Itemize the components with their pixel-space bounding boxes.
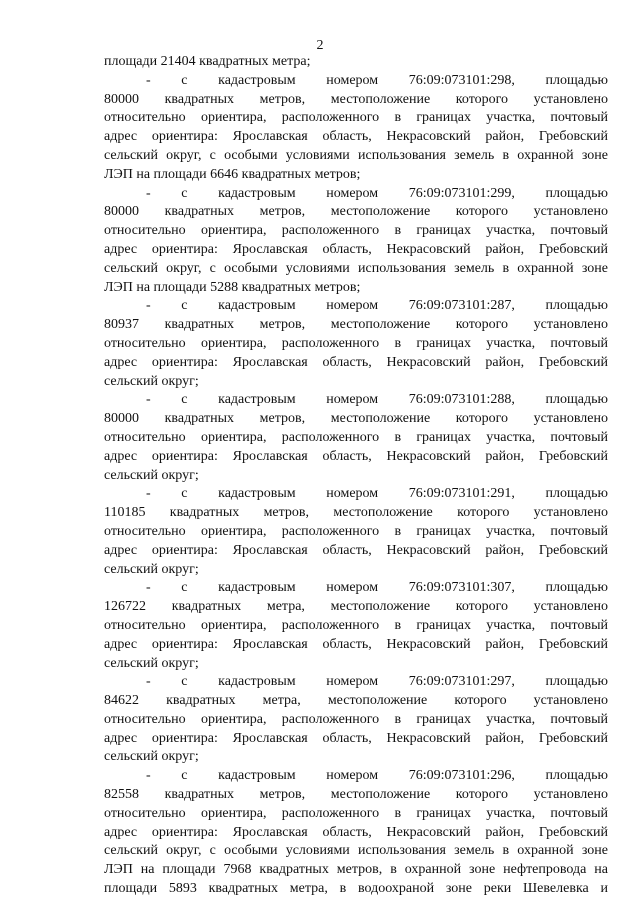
parcel-item-line: сельский округ; [104,467,199,483]
parcel-item-line: 110185 квадратных метров, местоположение которого установлено [104,505,608,521]
parcel-item-line: адрес ориентира: Ярославская область, Некрасовский район, Гребовский [104,129,608,145]
parcel-item-lead-line: - с кадастровым номером 76:09:073101:291, площадью [146,486,608,502]
parcel-item-lead-line: - с кадастровым номером 76:09:073101:297, площадью [146,674,608,690]
parcel-item [104,767,608,899]
parcel-item-line: сельский округ; [104,561,199,577]
parcel-item-lead-line: - с кадастровым номером 76:09:073101:299, площадью [146,185,608,201]
document-body [104,53,608,899]
parcel-item-line: сельский округ, с особыми условиями использования земель в охранной зоне [104,843,608,859]
parcel-item-line: адрес ориентира: Ярославская область, Некрасовский район, Гребовский [104,636,608,652]
parcel-item-line: 84622 квадратных метра, местоположение которого установлено [104,693,608,709]
parcel-item-lead-line: - с кадастровым номером 76:09:073101:287, площадью [146,298,608,314]
parcel-item-line: адрес ориентира: Ярославская область, Некрасовский район, Гребовский [104,542,608,558]
parcel-item [104,673,608,767]
parcel-item-line: адрес ориентира: Ярославская область, Некрасовский район, Гребовский [104,241,608,257]
parcel-list [104,72,608,899]
parcel-item [104,72,608,185]
parcel-item [104,485,608,579]
parcel-item-line: ЛЭП на площади 6646 квадратных метров; [104,166,361,182]
parcel-item-line: адрес ориентира: Ярославская область, Некрасовский район, Гребовский [104,730,608,746]
parcel-item-lead-line: - с кадастровым номером 76:09:073101:298, площадью [146,72,608,88]
parcel-item-line: сельский округ; [104,749,199,765]
parcel-item-line: относительно ориентира, расположенного в границах участка, почтовый [104,617,608,633]
parcel-item-line: 82558 квадратных метров, местоположение которого установлено [104,787,608,803]
parcel-item-line: относительно ориентира, расположенного в границах участка, почтовый [104,523,608,539]
parcel-item [104,391,608,485]
parcel-item-line: относительно ориентира, расположенного в границах участка, почтовый [104,805,608,821]
parcel-item-line: ЛЭП на площади 5288 квадратных метров; [104,279,361,295]
parcel-item-line: относительно ориентира, расположенного в границах участка, почтовый [104,711,608,727]
parcel-item-line: адрес ориентира: Ярославская область, Некрасовский район, Гребовский [104,354,608,370]
parcel-item-line: площади 5893 квадратных метра, в водоохраной зоне реки Шевелевка и [104,881,608,897]
parcel-item-line: относительно ориентира, расположенного в границах участка, почтовый [104,335,608,351]
page-number: 2 [316,38,324,53]
parcel-item-line: сельский округ; [104,373,199,389]
intro-tail-line: площади 21404 квадратных метра; [104,54,311,69]
parcel-item-line: адрес ориентира: Ярославская область, Некрасовский район, Гребовский [104,824,608,840]
parcel-item-line: 80000 квадратных метров, местоположение которого установлено [104,411,608,427]
parcel-item-line: сельский округ, с особыми условиями использования земель в охранной зоне [104,147,608,163]
parcel-item-line: 80937 квадратных метров, местоположение которого установлено [104,317,608,333]
parcel-item [104,579,608,673]
parcel-item [104,185,608,298]
parcel-item-line: 126722 квадратных метра, местоположение которого установлено [104,599,608,615]
parcel-item-line: сельский округ; [104,655,199,671]
parcel-item-line: 80000 квадратных метров, местоположение которого установлено [104,91,608,107]
parcel-item-line: ЛЭП на площади 7968 квадратных метров, в охранной зоне нефтепровода на [104,862,608,878]
parcel-item [104,297,608,391]
parcel-item-line: относительно ориентира, расположенного в границах участка, почтовый [104,429,608,445]
parcel-item-line: относительно ориентира, расположенного в границах участка, почтовый [104,110,608,126]
parcel-item-line: сельский округ, с особыми условиями использования земель в охранной зоне [104,260,608,276]
parcel-item-lead-line: - с кадастровым номером 76:09:073101:296, площадью [146,768,608,784]
parcel-item-lead-line: - с кадастровым номером 76:09:073101:288, площадью [146,392,608,408]
parcel-item-line: 80000 квадратных метров, местоположение которого установлено [104,204,608,220]
parcel-item-line: относительно ориентира, расположенного в границах участка, почтовый [104,223,608,239]
parcel-item-lead-line: - с кадастровым номером 76:09:073101:307, площадью [146,580,608,596]
parcel-item-line: адрес ориентира: Ярославская область, Некрасовский район, Гребовский [104,448,608,464]
